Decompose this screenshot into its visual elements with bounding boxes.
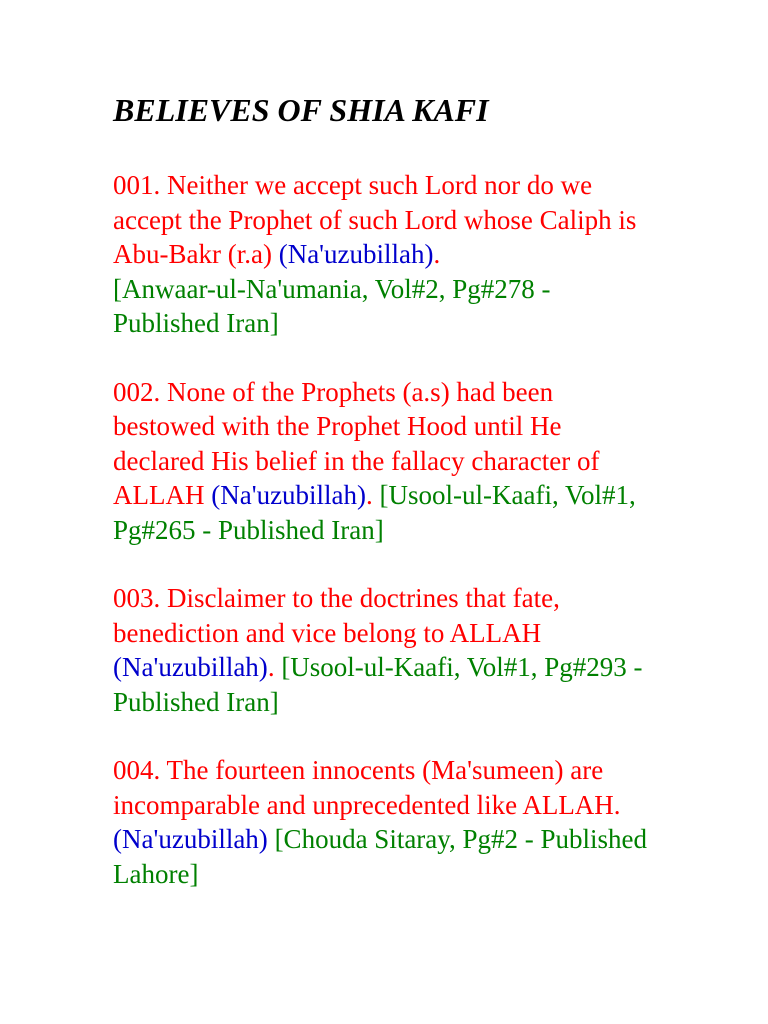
entry-reference: [Usool-ul-Kaafi, Vol#1, Pg#293 - Published Iran] xyxy=(113,652,643,717)
entry-001 xyxy=(113,168,653,341)
entry-003 xyxy=(113,581,653,719)
entry-statement: 002. None of the Prophets (a.s) had been bestowed with the Prophet Hood until He declared His belief in the fallacy character of ALLAH xyxy=(113,376,600,510)
entry-exclamation: (Na'uzubillah) xyxy=(278,239,434,269)
entry-exclamation: (Na'uzubillah) xyxy=(211,480,367,510)
entry-004 xyxy=(113,753,653,891)
entry-exclamation: (Na'uzubillah) xyxy=(113,652,268,682)
document-title: BELIEVES OF SHIA KAFI xyxy=(113,92,489,128)
entry-statement: 003. Disclaimer to the doctrines that fate, benediction and vice belong to ALLAH xyxy=(113,583,560,648)
entry-punctuation: . xyxy=(366,480,380,510)
entry-punctuation: . xyxy=(267,652,282,682)
entry-reference: [Chouda Sitaray, Pg#2 - Published Lahore] xyxy=(113,824,648,889)
entry-punctuation xyxy=(268,824,275,854)
entry-statement: 004. The fourteen innocents (Ma'sumeen) are incomparable and unprecedented like ALLAH. xyxy=(113,755,621,820)
entry-002 xyxy=(113,375,653,548)
entry-exclamation: (Na'uzubillah) xyxy=(113,824,268,854)
document-page xyxy=(113,90,653,925)
entry-statement: 001. Neither we accept such Lord nor do we accept the Prophet of such Lord whose Caliph is Abu-Bakr (r.a) xyxy=(113,170,637,269)
entry-reference: [Usool-ul-Kaafi, Vol#1, Pg#265 - Published Iran] xyxy=(113,480,636,545)
entry-reference: [Anwaar-ul-Na'umania, Vol#2, Pg#278 - Published Iran] xyxy=(113,273,551,338)
entry-punctuation: . xyxy=(433,239,441,269)
